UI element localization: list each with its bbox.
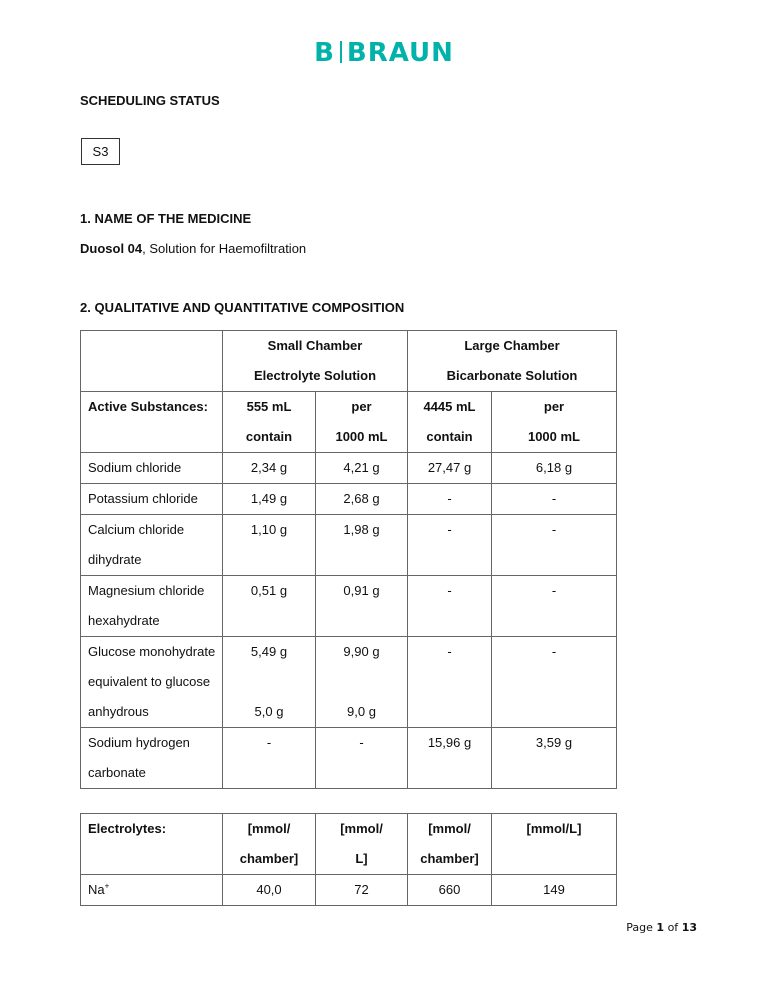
table-cell: 27,47 g bbox=[408, 453, 492, 484]
e-col3-header: [mmol/ chamber] bbox=[408, 814, 492, 875]
logo-braun: BRAUN bbox=[346, 38, 454, 68]
substance-name: Potassium chloride bbox=[81, 484, 223, 515]
col4-header: per 1000 mL bbox=[492, 392, 617, 453]
table-row bbox=[81, 637, 617, 728]
table-cell: 1,49 g bbox=[223, 484, 316, 515]
table-cell: 9,90 g 9,0 g bbox=[316, 637, 408, 728]
product-name-rest: , Solution for Haemofiltration bbox=[142, 241, 307, 256]
table-row bbox=[81, 728, 617, 789]
table-cell: 0,91 g bbox=[316, 576, 408, 637]
table-cell: 1,10 g bbox=[223, 515, 316, 576]
small-chamber-header: Small Chamber Electrolyte Solution bbox=[223, 331, 408, 392]
product-name-bold: Duosol 04 bbox=[80, 241, 143, 256]
b-braun-logo bbox=[0, 38, 768, 68]
substance-name: Magnesium chloride hexahydrate bbox=[81, 576, 223, 637]
substance-name: Sodium chloride bbox=[81, 453, 223, 484]
table-cell: 0,51 g bbox=[223, 576, 316, 637]
table-row bbox=[81, 515, 617, 576]
col2-header: per 1000 mL bbox=[316, 392, 408, 453]
e-col2-header: [mmol/ L] bbox=[316, 814, 408, 875]
table-cell: - bbox=[408, 576, 492, 637]
e-col4-header: [mmol/L] bbox=[492, 814, 617, 875]
table-cell: 40,0 bbox=[223, 875, 316, 906]
table-cell: 5,49 g 5,0 g bbox=[223, 637, 316, 728]
substance-name: Sodium hydrogen carbonate bbox=[81, 728, 223, 789]
table-cell: - bbox=[408, 515, 492, 576]
table-row bbox=[81, 576, 617, 637]
section1-heading: 1. NAME OF THE MEDICINE bbox=[80, 211, 252, 226]
table-row bbox=[81, 484, 617, 515]
electrolyte-name: Na+ bbox=[81, 875, 223, 906]
table-cell: 660 bbox=[408, 875, 492, 906]
composition-table bbox=[80, 330, 617, 789]
empty-header-cell bbox=[81, 331, 223, 392]
col3-header: 4445 mL contain bbox=[408, 392, 492, 453]
table-cell: - bbox=[408, 637, 492, 728]
scheduling-heading: SCHEDULING STATUS bbox=[80, 93, 220, 108]
table-cell: - bbox=[492, 576, 617, 637]
table-cell: - bbox=[492, 637, 617, 728]
substance-name: Glucose monohydrate equivalent to glucose anhydrous bbox=[81, 637, 223, 728]
product-name bbox=[80, 241, 306, 256]
scheduling-value-box: S3 bbox=[81, 138, 120, 165]
logo-divider bbox=[340, 41, 342, 63]
table-cell: 3,59 g bbox=[492, 728, 617, 789]
table-cell: - bbox=[408, 484, 492, 515]
electrolytes-table bbox=[80, 813, 617, 906]
table-cell: - bbox=[316, 728, 408, 789]
volume-header-row bbox=[81, 392, 617, 453]
electrolytes-header: Electrolytes: bbox=[81, 814, 223, 875]
table-cell: 2,34 g bbox=[223, 453, 316, 484]
electrolytes-header-row bbox=[81, 814, 617, 875]
large-chamber-header: Large Chamber Bicarbonate Solution bbox=[408, 331, 617, 392]
logo-b: B bbox=[314, 38, 335, 68]
table-cell: 4,21 g bbox=[316, 453, 408, 484]
section2-heading: 2. QUALITATIVE AND QUANTITATIVE COMPOSITION bbox=[80, 300, 405, 315]
table-cell: - bbox=[492, 484, 617, 515]
active-substances-header: Active Substances: bbox=[81, 392, 223, 453]
table-cell: 2,68 g bbox=[316, 484, 408, 515]
page-number: Page 1 of 13 bbox=[626, 921, 697, 934]
table-cell: 1,98 g bbox=[316, 515, 408, 576]
table-row bbox=[81, 453, 617, 484]
chamber-header-row bbox=[81, 331, 617, 392]
table-cell: 149 bbox=[492, 875, 617, 906]
table-row bbox=[81, 875, 617, 906]
table-cell: - bbox=[223, 728, 316, 789]
table-cell: 15,96 g bbox=[408, 728, 492, 789]
table-cell: - bbox=[492, 515, 617, 576]
e-col1-header: [mmol/ chamber] bbox=[223, 814, 316, 875]
col1-header: 555 mL contain bbox=[223, 392, 316, 453]
table-cell: 6,18 g bbox=[492, 453, 617, 484]
substance-name: Calcium chloride dihydrate bbox=[81, 515, 223, 576]
table-cell: 72 bbox=[316, 875, 408, 906]
